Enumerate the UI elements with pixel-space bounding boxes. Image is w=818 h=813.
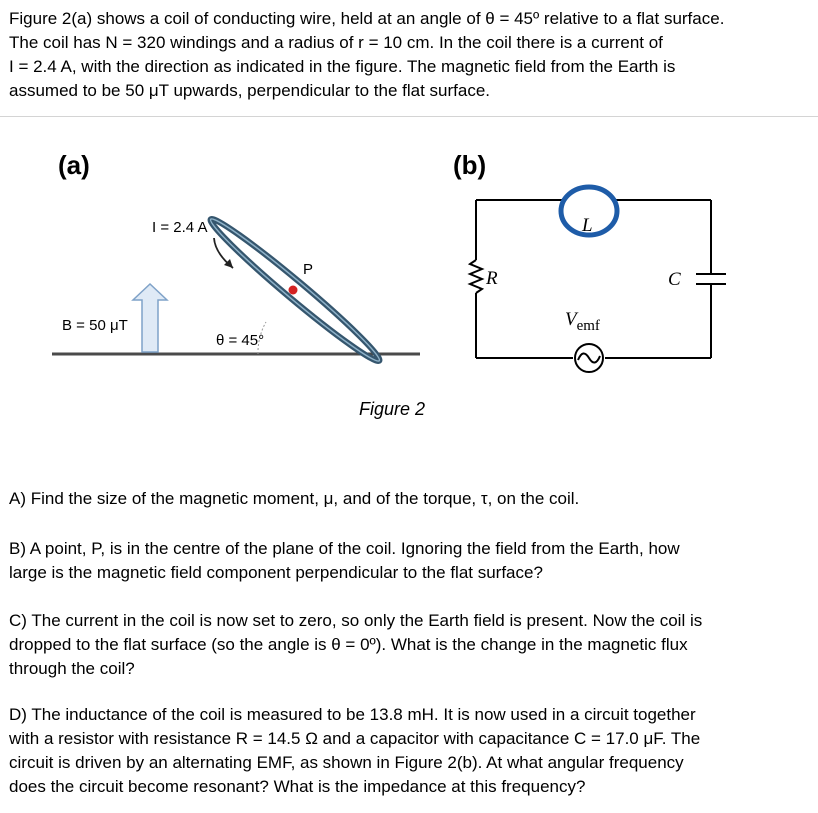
emf-label (565, 309, 600, 334)
emf-symbol: V (565, 309, 577, 330)
question-line: does the circuit become resonant? What is the impedance at this frequency? (9, 777, 586, 796)
question-line: large is the magnetic field component perpendicular to the flat surface? (9, 563, 543, 582)
question-a (9, 487, 809, 511)
field-label: B = 50 μT (62, 317, 128, 334)
question-line: C) The current in the coil is now set to zero, so only the Earth field is present. Now the coil is (9, 611, 703, 630)
emf-subscript: emf (576, 318, 600, 334)
inductor-label: L (582, 215, 593, 236)
panel-a-label: (a) (58, 150, 90, 180)
question-line: A) Find the size of the magnetic moment, μ, and of the torque, τ, on the coil. (9, 489, 580, 508)
question-b (9, 537, 809, 585)
intro-paragraph (9, 7, 809, 103)
question-line: circuit is driven by an alternating EMF, as shown in Figure 2(b). At what angular frequency (9, 753, 684, 772)
intro-line: The coil has N = 320 windings and a radius of r = 10 cm. In the coil there is a current of (9, 33, 663, 52)
figure-2 (0, 140, 818, 430)
question-line: with a resistor with resistance R = 14.5 Ω and a capacitor with capacitance C = 17.0 μF. The (9, 729, 701, 748)
capacitor-label: C (668, 269, 681, 290)
intro-line: I = 2.4 A, with the direction as indicated in the figure. The magnetic field from the Earth is (9, 57, 676, 76)
current-label: I = 2.4 A (152, 219, 208, 236)
angle-label: θ = 45° (216, 332, 265, 349)
panel-b-label: (b) (453, 150, 487, 180)
question-line: B) A point, P, is in the centre of the plane of the coil. Ignoring the field from the Earth, how (9, 539, 680, 558)
section-divider (0, 116, 818, 117)
figure-caption: Figure 2 (359, 399, 426, 419)
intro-line: assumed to be 50 μT upwards, perpendicular to the flat surface. (9, 81, 491, 100)
question-line: dropped to the flat surface (so the angle is θ = 0º). What is the change in the magnetic flux (9, 635, 688, 654)
resistor-label: R (486, 268, 498, 289)
point-label: P (303, 261, 314, 278)
question-d (9, 703, 809, 799)
question-c (9, 609, 809, 681)
field-arrow-icon (133, 284, 167, 352)
question-line: D) The inductance of the coil is measured to be 13.8 mH. It is now used in a circuit together (9, 705, 696, 724)
point-p-marker (289, 286, 298, 295)
intro-line: Figure 2(a) shows a coil of conducting wire, held at an angle of θ = 45º relative to a flat surface. (9, 9, 725, 28)
question-line: through the coil? (9, 659, 135, 678)
